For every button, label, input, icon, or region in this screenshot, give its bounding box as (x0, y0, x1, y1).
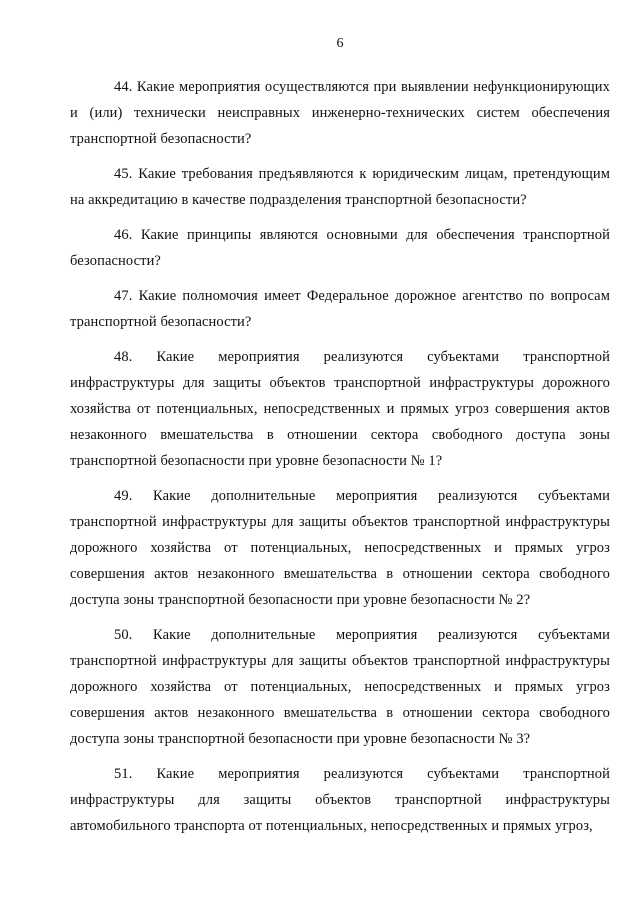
page-number: 6 (336, 36, 344, 51)
question-46: 46. Какие принципы являются основными для обеспечения транспортной безопасности? (70, 227, 610, 269)
question-49: 49. Какие дополнительные мероприятия реализуются субъектами транспортной инфраструктуры для защиты объектов транспортной инфраструктуры дорожного хозяйства от потенциальных, непосредственных и прямых угроз совершения актов незаконного вмешательства в отношении сектора свободного доступа зоны транспортной безопасности при уровне безопасности № 2? (70, 488, 610, 608)
question-48: 48. Какие мероприятия реализуются субъектами транспортной инфраструктуры для защиты объектов транспортной инфраструктуры дорожного хозяйства от потенциальных, непосредственных и прямых угроз совершения актов незаконного вмешательства в отношении сектора свободного доступа зоны транспортной безопасности при уровне безопасности № 1? (70, 349, 610, 469)
question-45: 45. Какие требования предъявляются к юридическим лицам, претендующим на аккредитацию в качестве подразделения транспортной безопасности? (70, 166, 610, 208)
question-47: 47. Какие полномочия имеет Федеральное дорожное агентство по вопросам транспортной безопасности? (70, 288, 610, 330)
question-50: 50. Какие дополнительные мероприятия реализуются субъектами транспортной инфраструктуры для защиты объектов транспортной инфраструктуры дорожного хозяйства от потенциальных, непосредственных и прямых угроз совершения актов незаконного вмешательства в отношении сектора свободного доступа зоны транспортной безопасности при уровне безопасности № 3? (70, 627, 610, 747)
question-44: 44. Какие мероприятия осуществляются при выявлении нефункционирующих и (или) технически неисправных инженерно-технических систем обеспечения транспортной безопасности? (70, 79, 610, 147)
document-page (70, 34, 610, 839)
question-51: 51. Какие мероприятия реализуются субъектами транспортной инфраструктуры для защиты объектов транспортной инфраструктуры автомобильного транспорта от потенциальных, непосредственных и прямых угроз, (70, 766, 610, 834)
